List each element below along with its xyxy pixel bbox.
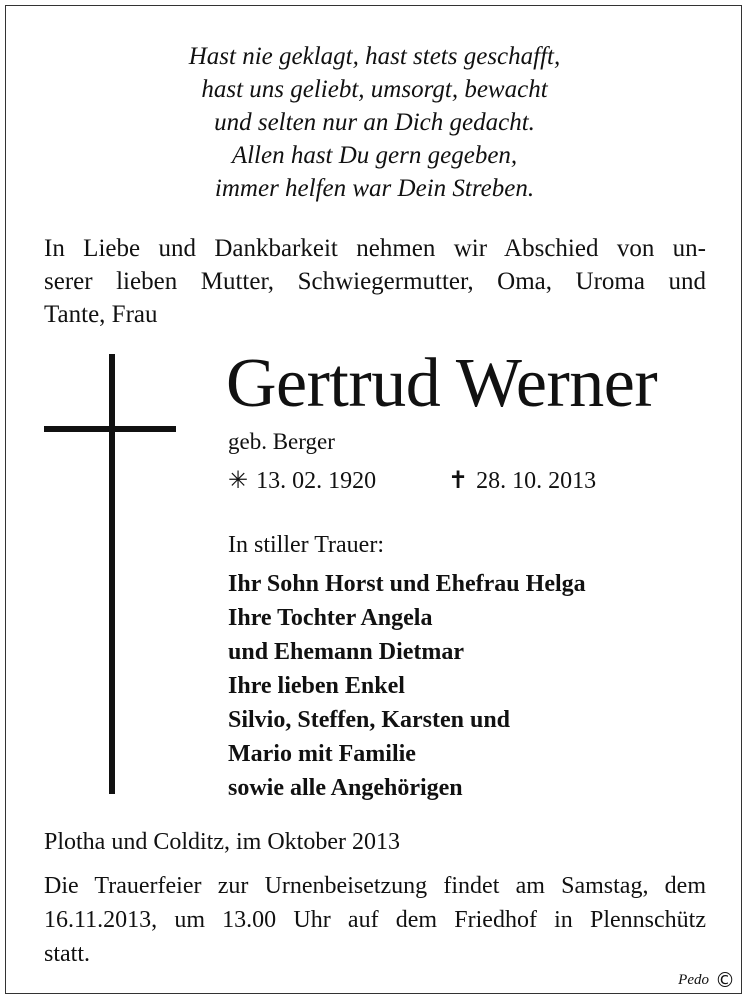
maiden-name: geb. Berger <box>228 429 335 454</box>
intro-line: Tante, Frau <box>44 301 158 328</box>
poem-line: hast uns geliebt, umsorgt, bewacht <box>201 76 548 103</box>
credit <box>678 969 735 991</box>
intro-line: serer lieben Mutter, Schwiegermutter, Oma, Uroma und <box>44 268 706 295</box>
death-date: 28. 10. 2013 <box>476 468 597 494</box>
mourner-line: sowie alle Angehörigen <box>228 775 463 801</box>
mourner-line: und Ehemann Dietmar <box>228 639 465 665</box>
cross-icon-vertical <box>109 354 115 794</box>
mourning-label: In stiller Trauer: <box>228 532 384 558</box>
copyright-icon: © <box>715 968 735 992</box>
poem <box>0 40 749 205</box>
mourner-line: Silvio, Steffen, Karsten und <box>228 707 511 733</box>
service-line: statt. <box>44 941 90 967</box>
service-line: Die Trauerfeier zur Urnenbeisetzung findet am Samstag, dem <box>44 873 706 899</box>
designer-signature: Pedo <box>678 972 709 988</box>
birth-star-icon: ✳ <box>228 468 249 494</box>
death-cross-icon: ✝ <box>448 468 469 494</box>
deceased-name: Gertrud Werner <box>226 345 658 422</box>
intro-text <box>44 232 706 331</box>
death-date-group <box>448 466 596 496</box>
poem-line: Allen hast Du gern gegeben, <box>231 142 518 169</box>
intro-line: In Liebe und Dankbarkeit nehmen wir Abschied von un- <box>44 235 706 262</box>
mourner-line: Ihr Sohn Horst und Ehefrau Helga <box>228 571 586 597</box>
poem-line: und selten nur an Dich gedacht. <box>214 109 535 136</box>
mourner-line: Ihre Tochter Angela <box>228 605 433 631</box>
birth-date: 13. 02. 1920 <box>256 468 377 494</box>
mourner-line: Mario mit Familie <box>228 741 416 767</box>
poem-line: Hast nie geklagt, hast stets geschafft, <box>188 43 561 70</box>
service-line: 16.11.2013, um 13.00 Uhr auf dem Friedhof in Plennschütz <box>44 907 706 933</box>
cross-icon-horizontal <box>44 426 176 432</box>
service-info <box>44 869 706 971</box>
place-and-date: Plotha und Colditz, im Oktober 2013 <box>44 829 400 855</box>
mourner-line: Ihre lieben Enkel <box>228 673 405 699</box>
mourners-list <box>228 567 586 805</box>
poem-line: immer helfen war Dein Streben. <box>214 175 535 202</box>
birth-date-group <box>228 466 376 496</box>
